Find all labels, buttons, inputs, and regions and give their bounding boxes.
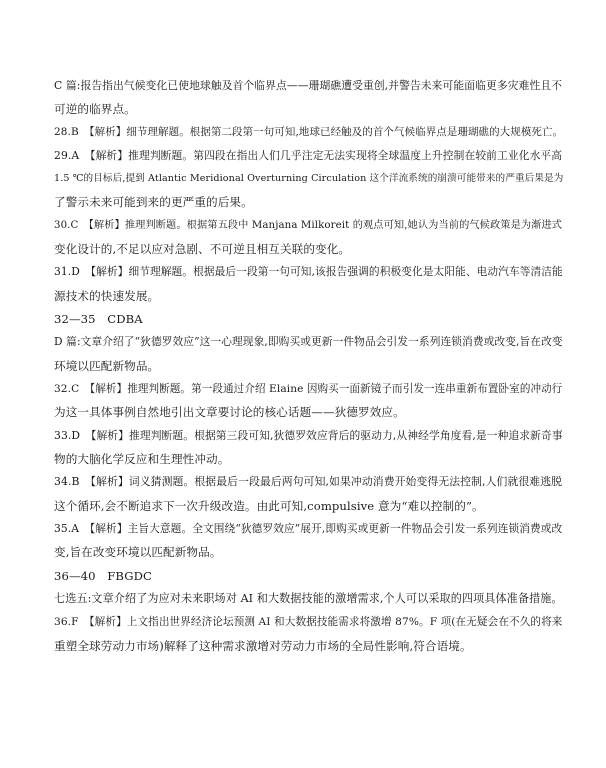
text-line: 七选五:文章介绍了为应对未来职场对 AI 和大数据技能的激增需求,个人可以采取的四项具体准备措施。 xyxy=(54,592,563,605)
text-line: 34.B 【解析】词义猜测题。根据最后一段最后两句可知,如果冲动消费开始变得无法控制,人们就很难逃脱 xyxy=(54,475,563,488)
text-line: 环境以匹配新物品。 xyxy=(54,359,160,373)
text-line: 28.B 【解析】细节理解题。根据第二段第一句可知,地球已经触及的首个气候临界点是珊瑚礁的大规模死亡。 xyxy=(54,126,564,138)
text-line: 源技术的快速发展。 xyxy=(54,289,160,303)
text-line: 变,旨在改变环境以匹配新物品。 xyxy=(54,545,222,559)
text-line: 35.A 【解析】主旨大意题。全文围绕“狄德罗效应”展开,即购买或更新一件物品会引发一系列连锁消费或改 xyxy=(54,522,563,535)
text-line: 可逆的临界点。 xyxy=(54,102,136,116)
text-line: C 篇:报告指出气候变化已使地球触及首个临界点——珊瑚礁遭受重创,并警告未来可能面临更多灾难性且不 xyxy=(54,79,563,92)
text-line: 这个循环,会不断追求下一次升级改造。由此可知,compulsive 意为“难以控制的”。 xyxy=(54,499,484,513)
text-line: 29.A 【解析】推理判断题。第四段在指出人们几乎注定无法实现将全球温度上升控制在较前工业化水平高 xyxy=(54,149,563,162)
text-line: 1.5 ℃的目标后,提到 Atlantic Meridional Overturning Circulation 这个洋流系统的崩溃可能带来的严重后果是为 xyxy=(54,173,564,184)
text-line: 重塑全球劳动力市场)解释了这种需求激增对劳动力市场的全局性影响,符合语境。 xyxy=(54,639,472,653)
text-line: 为这一具体事例自然地引出文章要讨论的核心话题——狄德罗效应。 xyxy=(54,405,405,419)
text-line: 30.C 【解析】推理判断题。根据第五段中 Manjana Milkoreit 的观点可知,她认为当前的气候政策是为渐进式 xyxy=(54,220,563,231)
text-line: 31.D 【解析】细节理解题。根据最后一段第一句可知,该报告强调的积极变化是太阳能、电动汽车等清洁能 xyxy=(54,265,563,278)
answer-key-line: 32—35 CDBA xyxy=(54,312,143,326)
text-line: 物的大脑化学反应和生理性冲动。 xyxy=(54,452,230,466)
text-line: 33.D 【解析】推理判断题。根据第三段可知,狄德罗效应背后的驱动力,从神经学角度看,是一种追求新奇事 xyxy=(54,429,563,442)
text-line: 了警示未来可能到来的更严重的后果。 xyxy=(54,195,253,209)
text-line: 变化设计的,不足以应对急剧、不可逆且相互关联的变化。 xyxy=(54,242,351,256)
answer-key-line: 36—40 FBGDC xyxy=(54,569,152,583)
text-line: 36.F 【解析】上文指出世界经济论坛预测 AI 和大数据技能需求将激增 87%。F 项(在无疑会在不久的将来 xyxy=(54,616,563,628)
text-line: D 篇:文章介绍了“狄德罗效应”这一心理现象,即购买或更新一件物品会引发一系列连锁消费或改变,旨在改变 xyxy=(54,335,563,348)
text-line: 32.C 【解析】推理判断题。第一段通过介绍 Elaine 因购买一面新镜子而引发一连串重新布置卧室的冲动行 xyxy=(54,383,563,395)
